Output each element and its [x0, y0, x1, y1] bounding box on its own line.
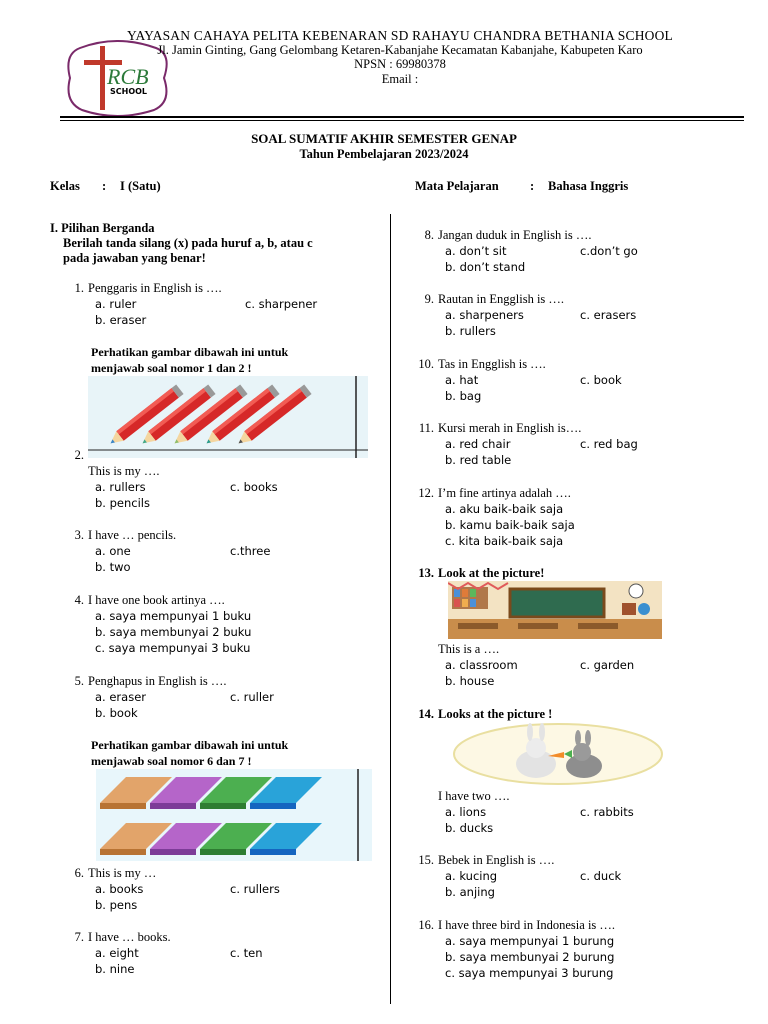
- question-text: Looks at the picture !: [438, 707, 553, 721]
- option-b[interactable]: b. saya membunyai 2 burung: [445, 950, 615, 964]
- books-picture: [96, 769, 372, 861]
- question-number: 10.: [418, 357, 434, 371]
- question-text: Jangan duduk in English is ….: [438, 228, 592, 242]
- pencils-picture: [88, 376, 368, 458]
- question-13-answers: [412, 641, 752, 689]
- question-text: Penggaris in English is ….: [88, 281, 222, 295]
- question-4: [62, 592, 382, 656]
- option-c[interactable]: c. sharpener: [245, 297, 318, 311]
- option-a[interactable]: a. kucing: [445, 869, 498, 883]
- question-number: 4.: [74, 593, 84, 607]
- question-number: 13.: [418, 566, 434, 580]
- column-divider: [390, 214, 391, 1004]
- option-b[interactable]: b. house: [445, 674, 495, 688]
- note-1-line-1: Perhatikan gambar dibawah ini untuk: [91, 345, 289, 359]
- question-stem: I have two ….: [438, 789, 510, 803]
- option-a[interactable]: a. books: [95, 882, 144, 896]
- question-number: 15.: [418, 853, 434, 867]
- school-npsn: NPSN : 69980378: [354, 57, 446, 71]
- option-c[interactable]: c. rabbits: [580, 805, 634, 819]
- option-a[interactable]: a. hat: [445, 373, 479, 387]
- option-c[interactable]: c. books: [230, 480, 278, 494]
- option-b[interactable]: b. rullers: [445, 324, 496, 338]
- question-number: 11.: [418, 421, 434, 435]
- question-number: 9.: [424, 292, 434, 306]
- option-b[interactable]: b. bag: [445, 389, 482, 403]
- option-a[interactable]: a. lions: [445, 805, 487, 819]
- question-12: [412, 485, 752, 549]
- question-text: Bebek in English is ….: [438, 853, 555, 867]
- option-b[interactable]: b. pens: [95, 898, 138, 912]
- class-colon: :: [102, 179, 107, 193]
- question-text: Look at the picture!: [438, 566, 545, 580]
- question-text: Rautan in Engglish is ….: [438, 292, 565, 306]
- question-text: I have … books.: [88, 930, 171, 944]
- section-instruction-2: pada jawaban yang benar!: [63, 251, 206, 265]
- option-c[interactable]: c.three: [230, 544, 271, 558]
- question-text: I have one book artinya ….: [88, 593, 225, 607]
- exam-year: Tahun Pembelajaran 2023/2024: [299, 147, 469, 161]
- header-rule-thin: [60, 120, 744, 121]
- option-c[interactable]: c. saya mempunyai 3 buku: [95, 641, 251, 655]
- option-b[interactable]: b. two: [95, 560, 131, 574]
- question-5: [62, 673, 382, 721]
- question-9: [412, 291, 752, 339]
- question-number: 14.: [418, 707, 434, 721]
- option-b[interactable]: b. eraser: [95, 313, 147, 327]
- question-16: [412, 917, 752, 981]
- option-c[interactable]: c. rullers: [230, 882, 280, 896]
- question-13: [412, 565, 752, 581]
- rabbits-picture: [452, 722, 664, 786]
- header-rule: [60, 116, 744, 118]
- question-text: Penghapus in English is ….: [88, 674, 227, 688]
- option-a[interactable]: a. eraser: [95, 690, 147, 704]
- option-b[interactable]: b. book: [95, 706, 138, 720]
- question-number: 12.: [418, 486, 434, 500]
- note-1-line-2: menjawab soal nomor 1 dan 2 !: [91, 361, 252, 375]
- question-2: [62, 447, 382, 511]
- section-title: I. Pilihan Berganda: [50, 221, 155, 235]
- option-a[interactable]: a. eight: [95, 946, 139, 960]
- note-2-line-1: Perhatikan gambar dibawah ini untuk: [91, 738, 289, 752]
- option-a[interactable]: a. one: [95, 544, 131, 558]
- option-b[interactable]: b. pencils: [95, 496, 150, 510]
- question-number: 1.: [74, 281, 84, 295]
- question-text: This is my ….: [88, 464, 160, 478]
- question-7: [62, 929, 382, 977]
- question-stem: This is a ….: [438, 642, 500, 656]
- question-14-answers: [412, 788, 752, 836]
- option-b[interactable]: b. saya membunyai 2 buku: [95, 625, 252, 639]
- school-address: Jl. Jamin Ginting, Gang Gelombang Ketaren-Kabanjahe Kecamatan Kabanjahe, Kabupeten Karo: [157, 43, 643, 57]
- option-b[interactable]: b. don’t stand: [445, 260, 526, 274]
- option-b[interactable]: b. red table: [445, 453, 512, 467]
- option-a[interactable]: a. saya mempunyai 1 buku: [95, 609, 252, 623]
- option-c[interactable]: c. garden: [580, 658, 635, 672]
- option-b[interactable]: b. anjing: [445, 885, 495, 899]
- class-label: Kelas: [50, 179, 80, 193]
- question-11: [412, 420, 752, 468]
- option-a[interactable]: a. sharpeners: [445, 308, 524, 322]
- question-text: I have three bird in Indonesia is ….: [438, 918, 616, 932]
- question-text: Tas in Engglish is ….: [438, 357, 546, 371]
- option-b[interactable]: b. ducks: [445, 821, 494, 835]
- question-text: Kursi merah in English is….: [438, 421, 582, 435]
- option-c[interactable]: c. ruller: [230, 690, 274, 704]
- subject-value: Bahasa Inggris: [548, 179, 629, 193]
- school-name: YAYASAN CAHAYA PELITA KEBENARAN SD RAHAYU CHANDRA BETHANIA SCHOOL: [127, 28, 673, 43]
- class-value: I (Satu): [120, 179, 161, 193]
- option-a[interactable]: a. saya mempunyai 1 burung: [445, 934, 615, 948]
- question-10: [412, 356, 752, 404]
- question-number: 5.: [74, 674, 84, 688]
- option-a[interactable]: a. aku baik-baik saja: [445, 502, 564, 516]
- question-text: I have … pencils.: [88, 528, 177, 542]
- option-b[interactable]: b. nine: [95, 962, 135, 976]
- question-6: [62, 865, 382, 913]
- question-number: 8.: [424, 228, 434, 242]
- option-a[interactable]: a. ruler: [95, 297, 137, 311]
- question-number: 2.: [74, 448, 84, 462]
- question-number: 7.: [74, 930, 84, 944]
- option-a[interactable]: a. classroom: [445, 658, 518, 672]
- option-c[interactable]: c. duck: [580, 869, 622, 883]
- logo-subtext: SCHOOL: [110, 87, 148, 96]
- option-a[interactable]: a. red chair: [445, 437, 511, 451]
- option-c[interactable]: c. ten: [230, 946, 263, 960]
- section-instruction-1: Berilah tanda silang (x) pada huruf a, b, atau c: [63, 236, 313, 250]
- subject-colon: :: [530, 179, 535, 193]
- question-text: I’m fine artinya adalah ….: [438, 486, 571, 500]
- school-email: Email :: [381, 72, 419, 86]
- subject-label: Mata Pelajaran: [415, 179, 499, 193]
- note-2-line-2: menjawab soal nomor 6 dan 7 !: [91, 754, 252, 768]
- option-c[interactable]: c. red bag: [580, 437, 638, 451]
- question-14: [412, 706, 752, 722]
- question-number: 16.: [418, 918, 434, 932]
- option-a[interactable]: a. rullers: [95, 480, 146, 494]
- question-number: 6.: [74, 866, 84, 880]
- logo-text: RCB: [107, 64, 149, 89]
- question-3: [62, 527, 382, 575]
- question-15: [412, 852, 752, 900]
- option-a[interactable]: a. don’t sit: [445, 244, 507, 258]
- option-c[interactable]: c. saya mempunyai 3 burung: [445, 966, 614, 980]
- option-c[interactable]: c.don’t go: [580, 244, 638, 258]
- question-text: This is my …: [88, 866, 157, 880]
- exam-title: SOAL SUMATIF AKHIR SEMESTER GENAP: [251, 131, 517, 146]
- question-number: 3.: [74, 528, 84, 542]
- option-c[interactable]: c. kita baik-baik saja: [445, 534, 564, 548]
- question-1: [62, 280, 382, 328]
- option-c[interactable]: c. book: [580, 373, 622, 387]
- classroom-picture: [448, 581, 662, 639]
- option-b[interactable]: b. kamu baik-baik saja: [445, 518, 575, 532]
- option-c[interactable]: c. erasers: [580, 308, 637, 322]
- question-8: [412, 227, 752, 275]
